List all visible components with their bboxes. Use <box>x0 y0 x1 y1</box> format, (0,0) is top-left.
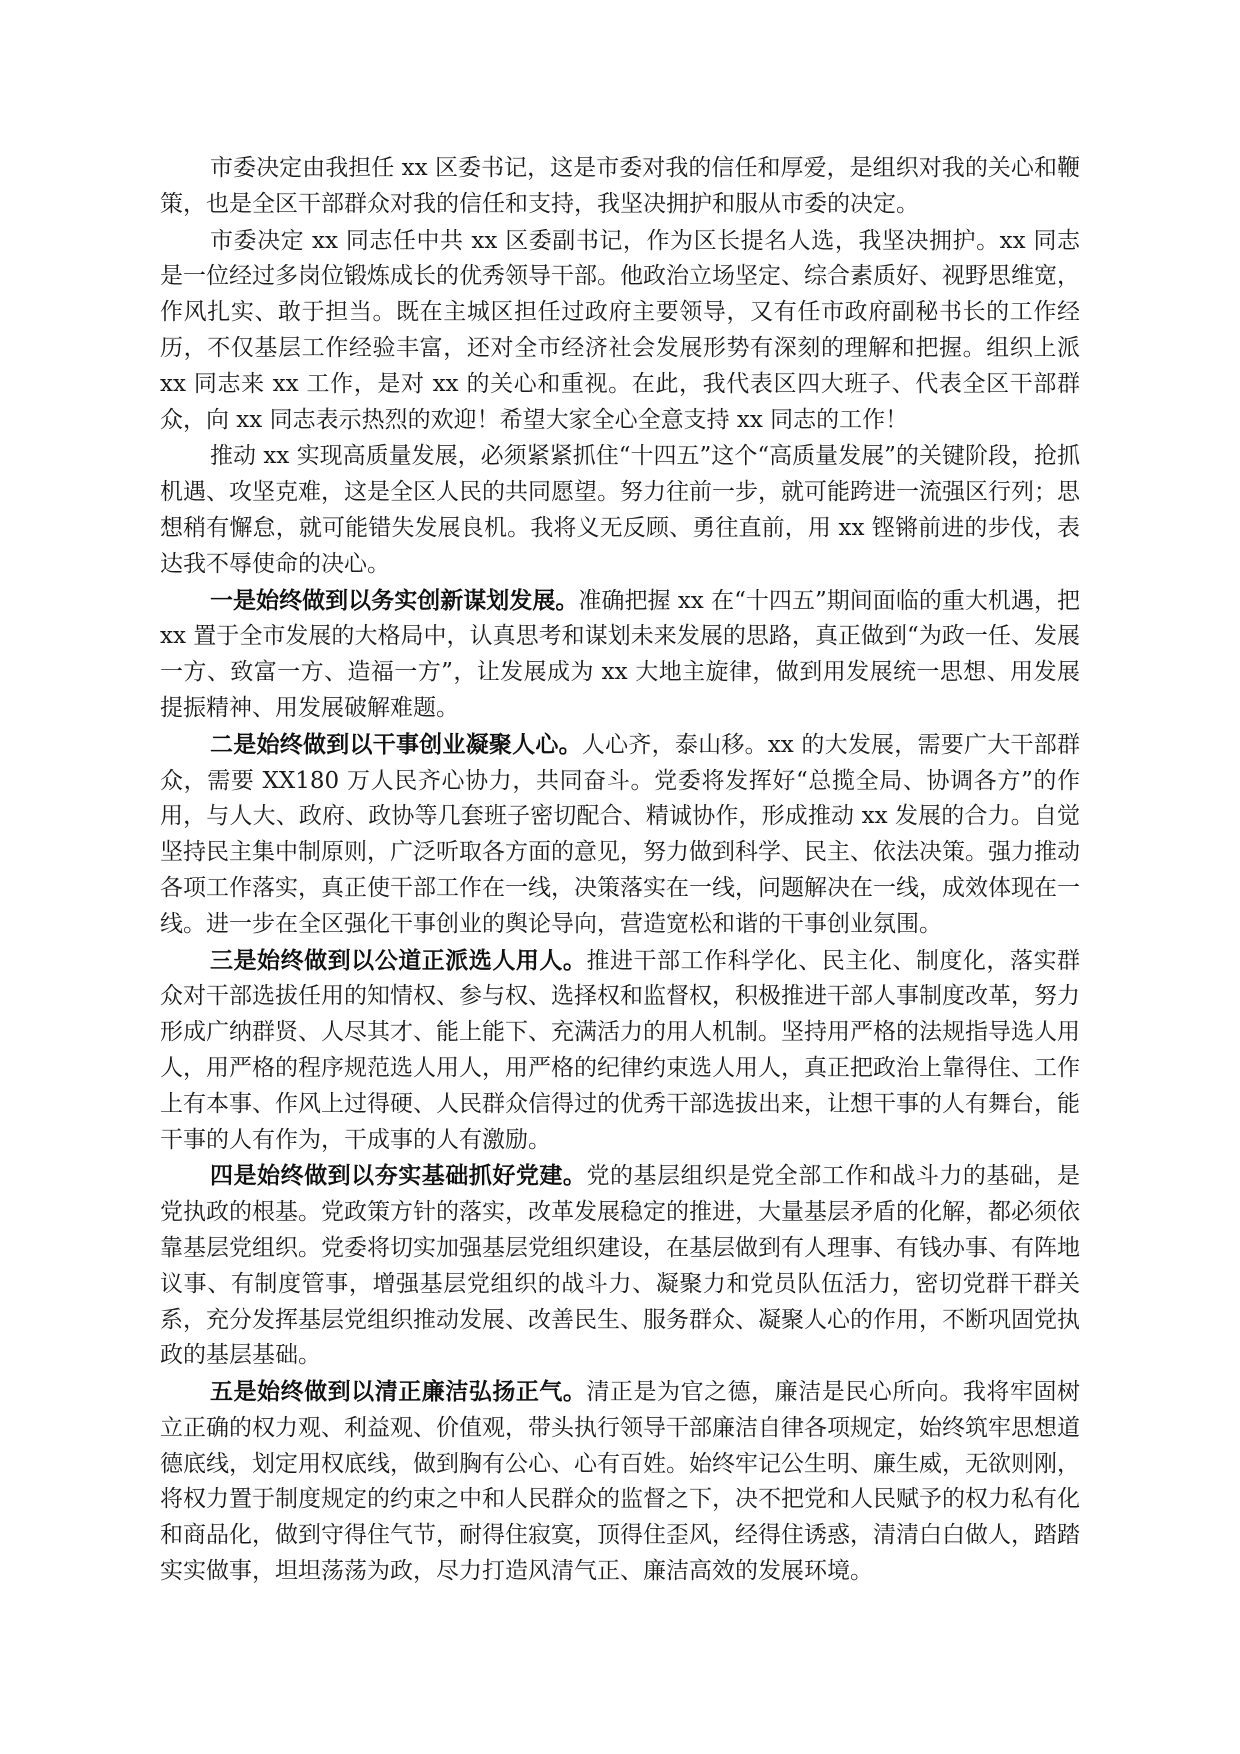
paragraph <box>160 1158 1080 1374</box>
paragraph <box>160 150 1080 223</box>
paragraph-text: 党的基层组织是党全部工作和战斗力的基础，是党执政的根基。党政策方针的落实，改革发展稳定的推进，大量基层矛盾的化解，都必须依靠基层党组织。党委将切实加强基层党组织建设，在基层做到有人理事、有钱办事、有阵地议事、有制度管事，增强基层党组织的战斗力、凝聚力和党员队伍活力，密切党群干群关系，充分发挥基层党组织推动发展、改善民生、服务群众、凝聚人心的作用，不断巩固党执政的基层基础。 <box>160 1163 1081 1369</box>
document-page <box>160 150 1080 1590</box>
paragraph-lead: 四是始终做到以夯实基础抓好党建。 <box>210 1162 587 1190</box>
paragraph-lead: 三是始终做到以公道正派选人用人。 <box>210 946 587 974</box>
paragraph-text: 市委决定由我担任 xx 区委书记，这是市委对我的信任和厚爱，是组织对我的关心和鞭策，也是全区干部群众对我的信任和支持，我坚决拥护和服从市委的决定。 <box>160 155 1080 217</box>
paragraph-text: 清正是为官之德，廉洁是民心所向。我将牢固树立正确的权力观、利益观、价值观，带头执行领导干部廉洁自律各项规定，始终筑牢思想道德底线，划定用权底线，做到胸有公心、心有百姓。始终牢记公生明、廉生威，无欲则刚，将权力置于制度规定的约束之中和人民群众的监督之下，决不把党和人民赋予的权力私有化和商品化，做到守得住气节，耐得住寂寞，顶得住歪风，经得住诱惑，清清白白做人，踏踏实实做事，坦坦荡荡为政，尽力打造风清气正、廉洁高效的发展环境。 <box>160 1379 1081 1585</box>
paragraph-text: 推进干部工作科学化、民主化、制度化，落实群众对干部选拔任用的知情权、参与权、选择权和监督权，积极推进干部人事制度改革，努力形成广纳群贤、人尽其才、能上能下、充满活力的用人机制。坚持用严格的法规指导选人用人，用严格的程序规范选人用人，用严格的纪律约束选人用人，真正把政治上靠得住、工作上有本事、作风上过得硬、人民群众信得过的优秀干部选拔出来，让想干事的人有舞台，能干事的人有作为，干成事的人有激励。 <box>160 947 1081 1153</box>
paragraph-lead: 二是始终做到以干事创业凝聚人心。 <box>210 730 582 758</box>
paragraph-text: 人心齐，泰山移。xx 的大发展，需要广大干部群众，需要 XX180 万人民齐心协力，共同奋斗。党委将发挥好“总揽全局、协调各方”的作用，与人大、政府、政协等几套班子密切配合、精诚协作，形成推动 xx 发展的合力。自觉坚持民主集中制原则，广泛听取各方面的意见，努力做到科学、民主、依法决策。强力推动各项工作落实，真正使干部工作在一线，决策落实在一线，问题解决在一线，成效体现在一线。进一步在全区强化干事创业的舆论导向，营造宽松和谐的干事创业氛围。 <box>160 731 1080 937</box>
paragraph-text: 准确把握 xx 在“十四五”期间面临的重大机遇，把 xx 置于全市发展的大格局中，认真思考和谋划未来发展的思路，真正做到“为政一任、发展一方、致富一方、造福一方”，让发展成为 xx 大地主旋律，做到用发展统一思想、用发展提振精神、用发展破解难题。 <box>160 587 1080 721</box>
paragraph <box>160 727 1080 943</box>
paragraph <box>160 583 1080 727</box>
paragraph <box>160 1374 1080 1590</box>
paragraph <box>160 223 1080 439</box>
paragraph <box>160 943 1080 1159</box>
paragraph <box>160 438 1080 582</box>
paragraph-lead: 一是始终做到以务实创新谋划发展。 <box>210 586 579 614</box>
paragraph-lead: 五是始终做到以清正廉洁弘扬正气。 <box>210 1378 587 1406</box>
paragraph-text: 市委决定 xx 同志任中共 xx 区委副书记，作为区长提名人选，我坚决拥护。xx 同志是一位经过多岗位锻炼成长的优秀领导干部。他政治立场坚定、综合素质好、视野思维宽，作风扎实、敢于担当。既在主城区担任过政府主要领导，又有任市政府副秘书长的工作经历，不仅基层工作经验丰富，还对全市经济社会发展形势有深刻的理解和把握。组织上派 xx 同志来 xx 工作，是对 xx 的关心和重视。在此，我代表区四大班子、代表全区干部群众，向 xx 同志表示热烈的欢迎！希望大家全心全意支持 xx 同志的工作！ <box>160 227 1080 433</box>
paragraph-text: 推动 xx 实现高质量发展，必须紧紧抓住“十四五”这个“高质量发展”的关键阶段，抢抓机遇、攻坚克难，这是全区人民的共同愿望。努力往前一步，就可能跨进一流强区行列；思想稍有懈怠，就可能错失发展良机。我将义无反顾、勇往直前，用 xx 铿锵前进的步伐，表达我不辱使命的决心。 <box>160 443 1080 577</box>
